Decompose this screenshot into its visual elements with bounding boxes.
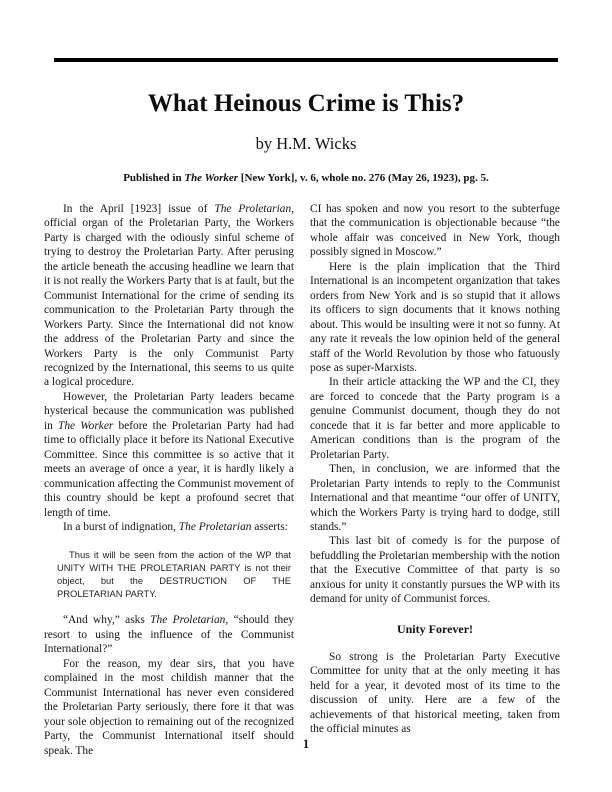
publication-line bbox=[0, 172, 612, 184]
right-column bbox=[310, 202, 560, 758]
paragraph: CI has spoken and now you resort to the subterfuge that the communication is objectionable because “the whole affair was conceived in New York, though possibly signed in Moscow.” bbox=[310, 203, 560, 259]
paragraph: In their article attacking the WP and the CI, they are forced to concede that the Party program is a genuine Communist document, though they do not concede that it is far better and more applicable to American conditions than is the program of the Proletarian Party. bbox=[310, 376, 560, 461]
left-column bbox=[44, 202, 294, 758]
section-heading: Unity Forever! bbox=[396, 621, 474, 636]
paragraph: However, the Proletarian Party leaders became hysterical because the communication was published in The Worker before the Proletarian Party had had time to officially place it before its National Executive Committee. Since this committee is so active that it meets an average of once a year, it is hardly likely a communication affecting the Communist movement of this country should be kept a profound secret that length of time. bbox=[44, 390, 295, 519]
paragraph: This last bit of comedy is for the purpose of befuddling the Proletarian membership with the notion that the Executive Committee of that party is so anxious for unity it constantly pursues the WP with its demand for unity of Communist forces. bbox=[310, 535, 560, 606]
article-body bbox=[44, 202, 560, 758]
article-byline: by H.M. Wicks bbox=[255, 134, 357, 153]
header-rule bbox=[54, 58, 558, 62]
paragraph: Then, in conclusion, we are informed that the Proletarian Party intends to reply to the Communist International and that meantime “our offer of UNITY, which the Workers Party is trying hard to dodge, still stands.” bbox=[310, 463, 560, 533]
article-title: What Heinous Crime is This? bbox=[147, 90, 465, 117]
page-number: 1 bbox=[302, 737, 310, 751]
paragraph: Here is the plain implication that the Third International is an incompetent organization that takes orders from New York and is so stupid that it allows its officers to sign documents that it knows nothing about. This would be insulting were it not so funny. At any rate it reveals the low opinion held of the general staff of the World Revolution by those who fatuously pose as super-Marxists. bbox=[310, 260, 560, 374]
paragraph: In a burst of indignation, The Proletarian asserts: bbox=[63, 520, 288, 533]
paragraph: For the reason, my dear sirs, that you have complained in the most childish manner that the Communist International has never even considered the Proletarian Party seriously, there fore it that was your sole objection to remaining out of the recognized Party, the Communist International itself should speak. The bbox=[44, 657, 294, 757]
paragraph: “And why,” asks The Proletarian, “should they resort to using the influence of the Communist International?” bbox=[44, 614, 294, 656]
blockquote: Thus it will be seen from the action of the WP that UNITY WITH THE PROLETARIAN PARTY is not their object, but the DESTRUCTION OF THE PROLETARIAN PARTY. bbox=[57, 549, 291, 600]
journal-name: The Worker bbox=[184, 172, 239, 184]
paragraph: So strong is the Proletarian Party Executive Committee for unity that at the only meeting it has held for a year, it devoted most of its time to the discussion of unity. Here are a few of the achievements of that historical meeting, taken from the official minutes as bbox=[310, 650, 560, 735]
publication-prefix: Published in bbox=[123, 172, 185, 184]
paragraph: In the April [1923] issue of The Proletarian, official organ of the Proletarian Party, the Workers Party is charged with the odiously sinful scheme of trying to destroy the Proletarian Party. After perusing the article beneath the accusing headline we learn that it is not really the Workers Party that is at fault, but the Communist International for the crime of sending its communication to the Proletarian Party through the Workers Party. Since the International did not know the address of the Proletarian Party and since the Workers Party is the only Communist Party recognized by the International, this seems to us quite a logical procedure. bbox=[44, 203, 295, 389]
publication-suffix: [New York], v. 6, whole no. 276 (May 26, 1923), pg. 5. bbox=[238, 172, 489, 184]
